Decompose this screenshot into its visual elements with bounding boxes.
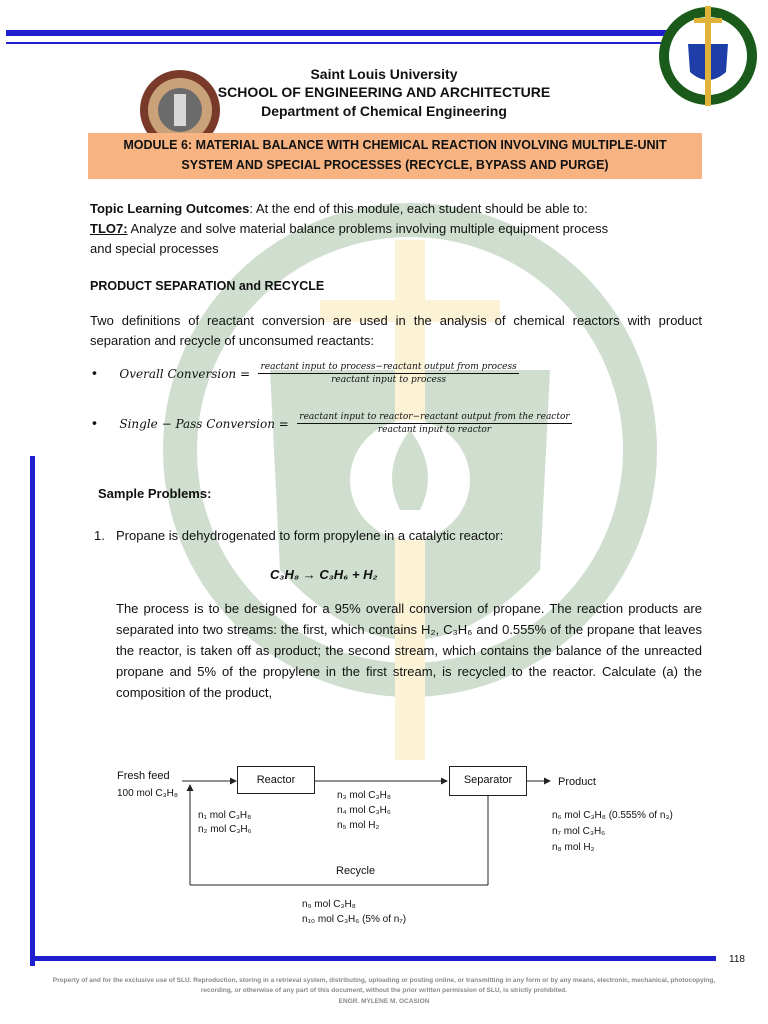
single-pass-conversion-lhs: Single − Pass Conversion = <box>119 416 289 431</box>
problem-statement: Propane is dehydrogenated to form propylene in a catalytic reactor: <box>116 528 504 543</box>
recycle-label: Recycle <box>336 865 376 877</box>
module-title-line1: MODULE 6: MATERIAL BALANCE WITH CHEMICAL REACTION INVOLVING MULTIPLE-UNIT <box>123 138 667 152</box>
module-title-line2: SYSTEM AND SPECIAL PROCESSES (RECYCLE, BYPASS AND PURGE) <box>181 158 609 172</box>
reactor-outlet-c3h8: n₃ mol C₃H₈ <box>337 790 391 801</box>
reactor-inlet-c3h8: n₁ mol C₃H₈ <box>198 810 252 821</box>
copyright-line1: Property of and for the exclusive use of SLU. Reproduction, storing in a retrieval system, distributing, uploading or posting online, or transmitting in any form or by any means, electronic, mechanical, photocopying, <box>52 977 716 984</box>
sample-problems-title: Sample Problems: <box>98 486 212 501</box>
reactor-outlet-h2: n₅ mol H₂ <box>337 820 380 831</box>
page-number: 118 <box>729 954 745 965</box>
reactor-inlet-c3h6: n₂ mol C₃H₆ <box>198 824 252 835</box>
reactor-box: Reactor <box>237 766 315 794</box>
product-c3h8: n₆ mol C₃H₈ (0.555% of n₃) <box>552 810 673 821</box>
fresh-feed-amount: 100 mol C₃H₈ <box>117 788 179 799</box>
overall-conversion-denominator: reactant input to process <box>331 375 447 385</box>
overall-conversion-numerator: reactant input to process−reactant output from process <box>260 362 517 372</box>
recycle-c3h8: n₉ mol C₃H₈ <box>302 899 356 910</box>
tlo-text-line2: and special processes <box>90 241 219 256</box>
reactor-outlet-c3h6: n₄ mol C₃H₆ <box>337 805 391 816</box>
overall-conversion-lhs: Overall Conversion = <box>119 366 251 381</box>
recycle-c3h6: n₁₀ mol C₃H₆ (5% of n₇) <box>302 914 407 925</box>
product-label: Product <box>558 776 596 788</box>
tlo-text-line1: Analyze and solve material balance problems involving multiple equipment process <box>127 221 609 236</box>
tlo-code: TLO7: <box>90 221 128 236</box>
product-h2: n₈ mol H₂ <box>552 842 595 853</box>
single-pass-numerator: reactant input to reactor−reactant output from the reactor <box>299 412 570 422</box>
tlo-intro: : At the end of this module, each student should be able to: <box>249 201 588 216</box>
university-name: Saint Louis University <box>310 66 458 82</box>
section-title: PRODUCT SEPARATION and RECYCLE <box>90 279 325 293</box>
department-name: Department of Chemical Engineering <box>261 103 507 119</box>
footer-author: ENGR. MYLENE M. OCASION <box>338 998 430 1005</box>
tlo-label: Topic Learning Outcomes <box>90 201 250 216</box>
single-pass-denominator: reactant input to reactor <box>377 425 492 435</box>
problem-number: 1. <box>94 528 105 543</box>
reaction-equation: C₃H₈ → C₃H₆ + H₂ <box>270 567 378 582</box>
product-c3h6: n₇ mol C₃H₆ <box>552 826 606 837</box>
bullet-icon: • <box>92 414 97 431</box>
fresh-feed-label: Fresh feed <box>117 770 170 782</box>
problem-paragraph: The process is to be designed for a 95% overall conversion of propane. The reaction products are separated into two streams: the first, which contains H₂, C₃H₆ and 0.555% of the propane that leaves the reactor, is taken off as product; the second stream, which contains the balance of the unreacted propane and 5% of the propylene in the first stream, is recycled to the reactor. Calculate (a) the composition of the product, <box>116 601 702 700</box>
intro-paragraph: Two definitions of reactant conversion are used in the analysis of chemical reactors with product separation and recycle of unconsumed reactants: <box>90 313 702 348</box>
separator-box: Separator <box>449 766 527 796</box>
school-name: SCHOOL OF ENGINEERING AND ARCHITECTURE <box>217 84 551 100</box>
copyright-line2: recording, or otherwise of any part of this document, without the prior written permission of SLU, is strictly prohibited. <box>200 987 568 994</box>
bullet-icon: • <box>92 364 97 381</box>
